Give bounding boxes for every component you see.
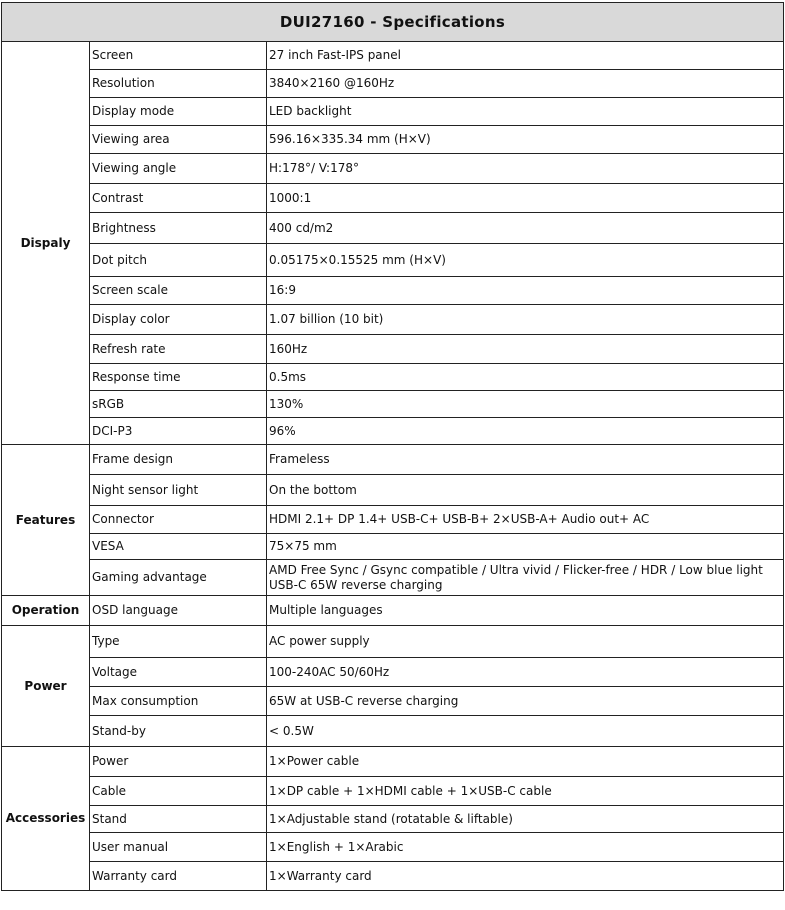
table-row — [2, 70, 784, 98]
spec-value: 96% — [269, 423, 296, 438]
spec-value: 1×English + 1×Arabic — [269, 839, 404, 854]
spec-label: Max consumption — [90, 687, 267, 716]
table-row — [2, 277, 784, 305]
table-row — [2, 244, 784, 277]
spec-label: Screen — [90, 42, 267, 70]
spec-value-cell — [267, 506, 784, 534]
table-row — [2, 862, 784, 891]
spec-label: Response time — [90, 364, 267, 391]
spec-value-cell — [267, 560, 784, 596]
table-row — [2, 364, 784, 391]
spec-label: Night sensor light — [90, 475, 267, 506]
table-title: DUI27160 - Specifications — [2, 3, 784, 42]
spec-label: Screen scale — [90, 277, 267, 305]
spec-value: 400 cd/m2 — [269, 220, 334, 235]
spec-value-cell — [267, 777, 784, 806]
spec-value-cell — [267, 475, 784, 506]
spec-value-cell — [267, 626, 784, 658]
table-row — [2, 475, 784, 506]
spec-value: Frameless — [269, 452, 330, 466]
spec-value-cell — [267, 862, 784, 891]
table-row — [2, 747, 784, 777]
spec-value-cell — [267, 833, 784, 862]
spec-label: Cable — [90, 777, 267, 806]
table-row — [2, 305, 784, 335]
table-row — [2, 506, 784, 534]
table-row — [2, 418, 784, 445]
spec-label: Stand-by — [90, 716, 267, 747]
spec-label: Warranty card — [90, 862, 267, 891]
spec-value-cell — [267, 391, 784, 418]
spec-label: Voltage — [90, 658, 267, 687]
spec-value-cell — [267, 806, 784, 833]
spec-value: 1×DP cable + 1×HDMI cable + 1×USB-C cable — [269, 783, 552, 798]
table-row — [2, 658, 784, 687]
spec-value: AMD Free Sync / Gsync compatible / Ultra vivid / Flicker-free / HDR / Low blue light — [269, 562, 763, 577]
table-row — [2, 98, 784, 126]
spec-value-cell — [267, 596, 784, 626]
spec-label: Display color — [90, 305, 267, 335]
category-cell: Power — [2, 626, 90, 747]
spec-value: 1.07 billion (10 bit) — [269, 312, 384, 326]
spec-value: LED backlight — [269, 104, 352, 118]
spec-value: 130% — [269, 396, 304, 411]
spec-value-cell — [267, 305, 784, 335]
spec-label: Stand — [90, 806, 267, 833]
table-row — [2, 42, 784, 70]
spec-value: AC power supply — [269, 634, 370, 648]
spec-label: OSD language — [90, 596, 267, 626]
spec-value: 100-240AC 50/60Hz — [269, 664, 390, 679]
table-row — [2, 687, 784, 716]
spec-value: 160Hz — [269, 341, 308, 356]
spec-value: HDMI 2.1+ DP 1.4+ USB-C+ USB-B+ 2×USB-A+ Audio out+ AC — [269, 512, 650, 526]
table-row — [2, 777, 784, 806]
spec-value: 1000:1 — [269, 190, 312, 205]
spec-value: 27 inch Fast-IPS panel — [269, 48, 401, 62]
table-row — [2, 716, 784, 747]
spec-label: Power — [90, 747, 267, 777]
spec-value: 65W at USB-C reverse charging — [269, 693, 459, 708]
category-cell: Dispaly — [2, 42, 90, 445]
category-cell: Features — [2, 445, 90, 596]
spec-value-cell — [267, 445, 784, 475]
spec-value-cell — [267, 364, 784, 391]
spec-value-cell — [267, 658, 784, 687]
spec-value: 75×75 mm — [269, 539, 337, 553]
spec-label: VESA — [90, 534, 267, 560]
spec-value-line-2: USB-C 65W reverse charging — [269, 577, 443, 592]
table-row — [2, 391, 784, 418]
spec-label: Display mode — [90, 98, 267, 126]
spec-body — [2, 42, 784, 891]
spec-value: H:178°/ V:178° — [269, 161, 360, 175]
spec-value-cell — [267, 126, 784, 154]
spec-value-cell — [267, 244, 784, 277]
category-cell: Accessories — [2, 747, 90, 891]
table-row — [2, 184, 784, 213]
spec-value-cell — [267, 716, 784, 747]
spec-value: 1×Warranty card — [269, 868, 372, 883]
spec-label: Viewing angle — [90, 154, 267, 184]
spec-label: Frame design — [90, 445, 267, 475]
spec-label: sRGB — [90, 391, 267, 418]
table-row — [2, 626, 784, 658]
spec-value-cell — [267, 154, 784, 184]
spec-value-cell — [267, 70, 784, 98]
spec-value: < 0.5W — [269, 723, 314, 738]
table-row — [2, 126, 784, 154]
spec-value: 1×Adjustable stand (rotatable & liftable) — [269, 811, 513, 826]
title-row — [2, 3, 784, 42]
spec-label: Gaming advantage — [90, 560, 267, 596]
table-row — [2, 445, 784, 475]
spec-label: Resolution — [90, 70, 267, 98]
spec-value: 3840×2160 @160Hz — [269, 76, 395, 90]
spec-label: User manual — [90, 833, 267, 862]
spec-value-cell — [267, 335, 784, 364]
table-row — [2, 534, 784, 560]
table-row — [2, 596, 784, 626]
spec-value-cell — [267, 534, 784, 560]
spec-value-cell — [267, 418, 784, 445]
spec-table — [1, 2, 784, 891]
spec-value: 0.05175×0.15525 mm (H×V) — [269, 252, 446, 267]
spec-value-cell — [267, 277, 784, 305]
spec-label: Viewing area — [90, 126, 267, 154]
spec-label: Contrast — [90, 184, 267, 213]
table-row — [2, 213, 784, 244]
spec-value-cell — [267, 687, 784, 716]
table-row — [2, 335, 784, 364]
spec-value: On the bottom — [269, 482, 357, 497]
spec-value: 16:9 — [269, 283, 296, 297]
table-row — [2, 560, 784, 596]
table-row — [2, 806, 784, 833]
spec-value: 1×Power cable — [269, 754, 360, 768]
spec-label: DCI-P3 — [90, 418, 267, 445]
table-row — [2, 833, 784, 862]
spec-value-cell — [267, 42, 784, 70]
spec-label: Brightness — [90, 213, 267, 244]
spec-label: Connector — [90, 506, 267, 534]
spec-value-cell — [267, 747, 784, 777]
spec-value: 0.5ms — [269, 369, 307, 384]
spec-value-cell — [267, 98, 784, 126]
table-row — [2, 154, 784, 184]
spec-label: Dot pitch — [90, 244, 267, 277]
spec-label: Type — [90, 626, 267, 658]
spec-value: Multiple languages — [269, 603, 383, 617]
spec-label: Refresh rate — [90, 335, 267, 364]
category-cell: Operation — [2, 596, 90, 626]
spec-value-cell — [267, 213, 784, 244]
spec-value-cell — [267, 184, 784, 213]
spec-value: 596.16×335.34 mm (H×V) — [269, 132, 431, 146]
